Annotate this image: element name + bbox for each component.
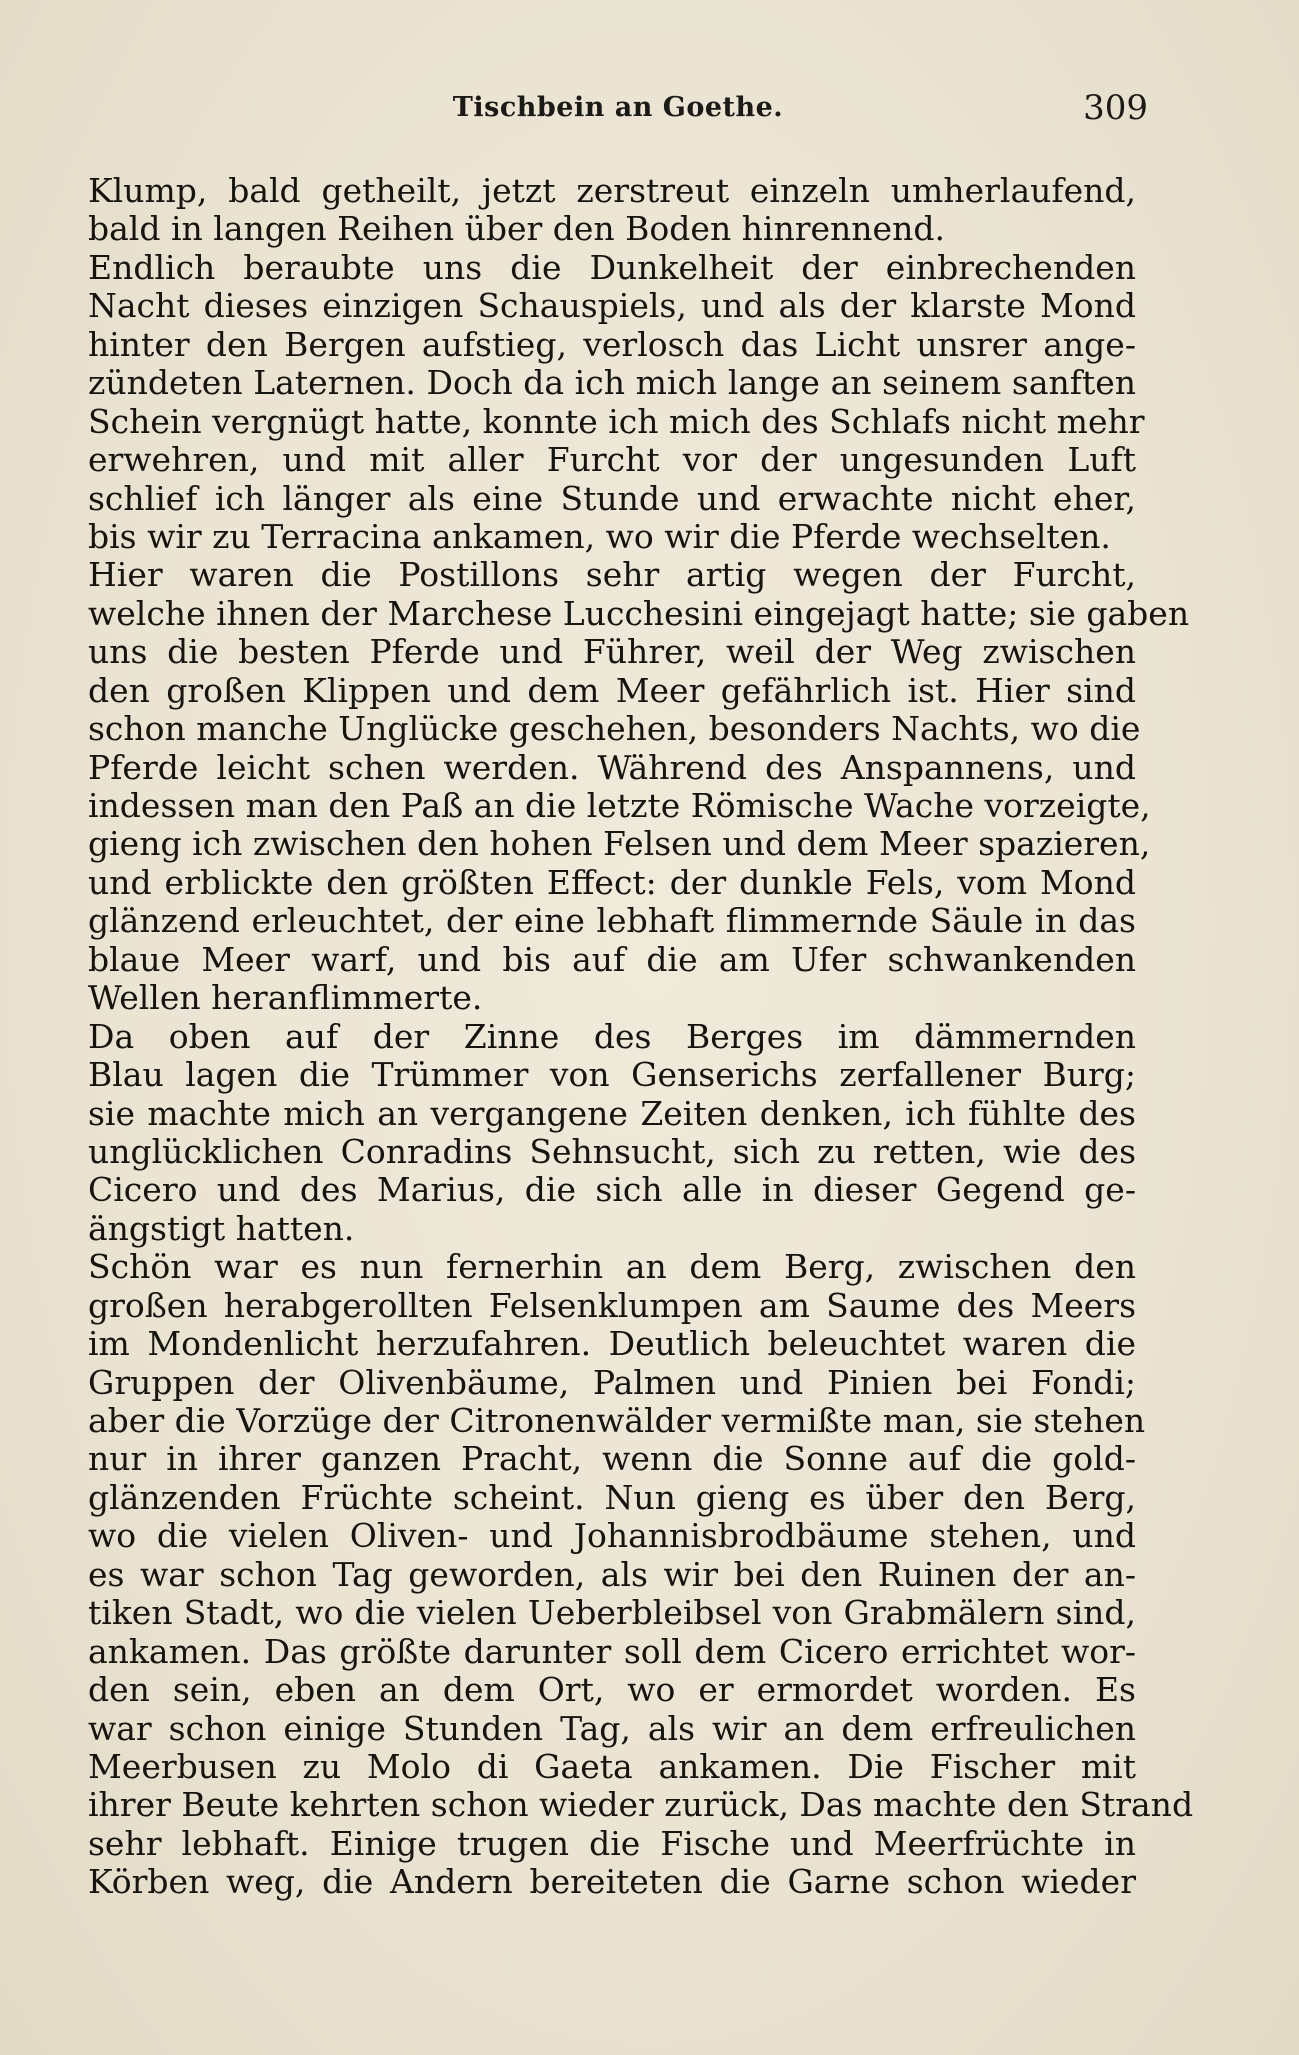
text-line: glänzend erleuchtet, der eine lebhaft flimmernde Säule in das [88, 901, 1136, 941]
text-line: schlief ich länger als eine Stunde und erwachte nicht eher, [88, 478, 1136, 518]
text-line: ankamen. Das größte darunter soll dem Cicero errichtet wor- [88, 1631, 1136, 1671]
text-line: gieng ich zwischen den hohen Felsen und dem Meer spazieren, [88, 824, 1151, 864]
text-line: glänzenden Früchte scheint. Nun gieng es über den Berg, [88, 1477, 1136, 1517]
text-line: Nacht dieses einzigen Schauspiels, und als der klarste Mond [88, 286, 1136, 326]
running-head: Tischbein an Goethe. [452, 92, 784, 123]
text-line: Schön war es nun fernerhin an dem Berg, zwischen den [88, 1247, 1136, 1287]
text-line: indessen man den Paß an die letzte Römische Wache vorzeigte, [88, 786, 1151, 825]
text-line: Körben weg, die Andern bereiteten die Garne schon wieder [88, 1862, 1136, 1902]
text-line: großen herabgerollten Felsenklumpen am Saume des Meers [88, 1285, 1136, 1325]
text-line: Blau lagen die Trümmer von Genserichs zerfallener Burg; [88, 1055, 1136, 1095]
text-line: Gruppen der Olivenbäume, Palmen und Pinien bei Fondi; [88, 1362, 1136, 1402]
text-line: Wellen heranflimmerte. [88, 978, 483, 1018]
text-line: zündeten Laternen. Doch da ich mich lange an seinem sanften [88, 363, 1136, 403]
text-line: Schein vergnügt hatte, konnte ich mich des Schlafs nicht mehr [88, 401, 1145, 441]
text-line: Meerbusen zu Molo di Gaeta ankamen. Die Fischer mit [88, 1746, 1136, 1786]
page-number: 309 [1083, 88, 1148, 128]
text-line: aber die Vorzüge der Citronenwälder vermißte man, sie stehen [88, 1401, 1146, 1440]
text-line: Cicero und des Marius, die sich alle in dieser Gegend ge- [88, 1170, 1136, 1210]
text-line: ihrer Beute kehrten schon wieder zurück, Das machte den Strand [88, 1785, 1194, 1825]
text-line: war schon einige Stunden Tag, als wir an dem erfreulichen [88, 1708, 1136, 1748]
body-text [88, 171, 1194, 1902]
text-line: Pferde leicht schen werden. Während des Anspannens, und [88, 747, 1136, 787]
page-header [88, 88, 1148, 140]
text-line: schon manche Unglücke geschehen, besonders Nachts, wo die [88, 709, 1141, 749]
text-line: erwehren, und mit aller Furcht vor der ungesunden Luft [88, 440, 1136, 480]
text-line: welche ihnen der Marchese Lucchesini eingejagt hatte; sie gaben [88, 593, 1190, 633]
text-line: bald in langen Reihen über den Boden hinrennend. [88, 209, 945, 249]
text-line: Hier waren die Postillons sehr artig wegen der Furcht, [88, 555, 1136, 595]
text-line: bis wir zu Terracina ankamen, wo wir die Pferde wechselten. [88, 516, 1111, 556]
text-line: es war schon Tag geworden, als wir bei den Ruinen der an- [88, 1554, 1136, 1594]
text-line: ängstigt hatten. [88, 1208, 355, 1248]
text-line: tiken Stadt, wo die vielen Ueberbleibsel von Grabmälern sind, [88, 1593, 1136, 1633]
text-line: nur in ihrer ganzen Pracht, wenn die Sonne auf die gold- [88, 1439, 1136, 1479]
text-line: uns die besten Pferde und Führer, weil der Weg zwischen [88, 632, 1136, 672]
text-line: sehr lebhaft. Einige trugen die Fische und Meerfrüchte in [88, 1823, 1136, 1863]
text-line: blaue Meer warf, und bis auf die am Ufer schwankenden [88, 939, 1136, 979]
text-line: sie machte mich an vergangene Zeiten denken, ich fühlte des [88, 1093, 1136, 1133]
text-line: Klump, bald getheilt, jetzt zerstreut einzeln umherlaufend, [88, 171, 1136, 210]
text-line: hinter den Bergen aufstieg, verlosch das Licht unsrer ange- [88, 324, 1136, 364]
text-line: und erblickte den größten Effect: der dunkle Fels, vom Mond [88, 862, 1136, 902]
text-line: Da oben auf der Zinne des Berges im dämmernden [88, 1016, 1136, 1056]
text-line: wo die vielen Oliven- und Johannisbrodbäume stehen, und [88, 1516, 1136, 1556]
text-line: Endlich beraubte uns die Dunkelheit der einbrechenden [88, 247, 1136, 287]
text-line: im Mondenlicht herzufahren. Deutlich beleuchtet waren die [88, 1324, 1136, 1364]
text-line: den sein, eben an dem Ort, wo er ermordet worden. Es [88, 1670, 1136, 1710]
text-line: den großen Klippen und dem Meer gefährlich ist. Hier sind [88, 670, 1136, 710]
text-line: unglücklichen Conradins Sehnsucht, sich zu retten, wie des [88, 1131, 1136, 1171]
